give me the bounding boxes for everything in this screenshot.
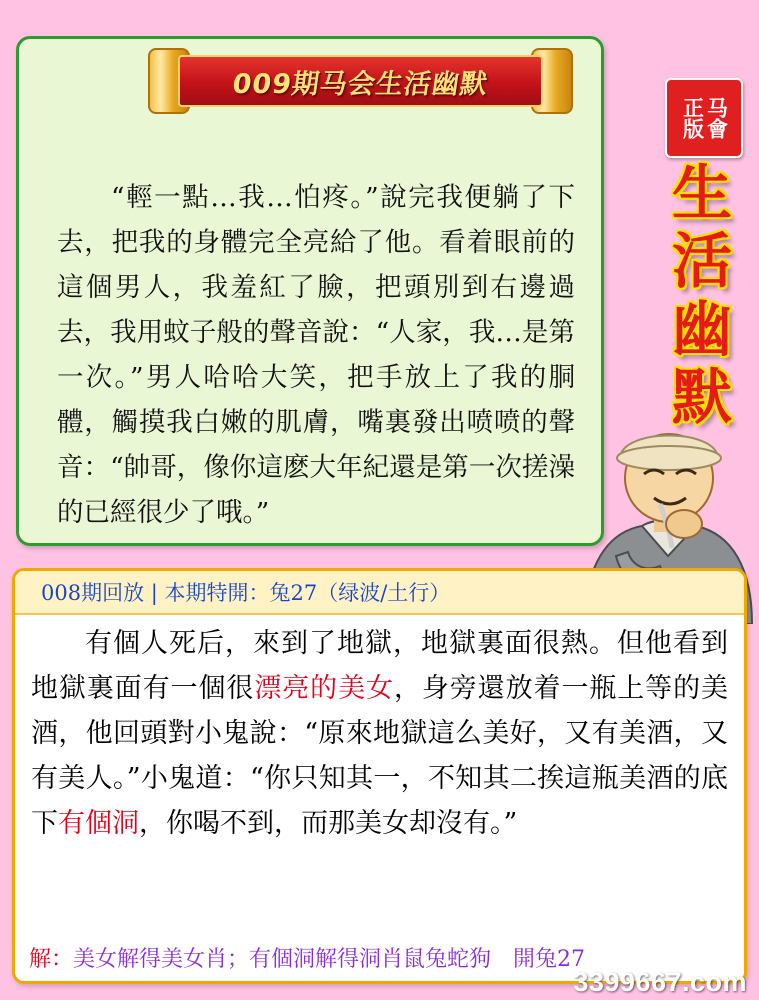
- answer-label: 解：: [29, 947, 74, 972]
- body-part-4-highlight: 有個洞: [58, 808, 139, 839]
- official-version-stamp: [665, 78, 743, 158]
- banner-title: 009期马会生活幽默: [230, 68, 490, 100]
- title-scroll-banner: [148, 48, 573, 114]
- vertical-title-char-1: 生: [672, 159, 732, 229]
- site-watermark: 3399667.com: [573, 967, 747, 997]
- previous-issue-body: [15, 615, 744, 846]
- top-joke-body: “輕一點…我…怕疼。”說完我便躺了下去，把我的身體完全亮給了他。看着眼前的這個男人，我羞紅了臉，把頭別到右邊過去，我用蚊子般的聲音說：“人家，我…是第一次。”男人哈哈大笑，把手放上了我的胴體，觸摸我白嫩的肌膚，嘴裏發出喷喷的聲音：“帥哥，像你這麽大年紀還是第一次搓澡的已經很少了哦。”: [57, 182, 575, 528]
- previous-issue-header: [15, 571, 744, 615]
- body-part-5: ，你喝不到，而那美女却沒有。”: [139, 808, 518, 839]
- banner-ribbon: [178, 55, 543, 107]
- previous-issue-header-text: 008期回放 | 本期特開：兔27（绿波/土行）: [41, 581, 451, 605]
- vertical-title-char-4: 默: [672, 363, 732, 433]
- previous-issue-card: [12, 568, 747, 984]
- stamp-text-left: 正版: [680, 97, 705, 139]
- answer-text: 美女解得美女肖；有個洞解得洞肖鼠兔蛇狗 開兔27: [73, 947, 586, 972]
- stamp-text-right: 马會: [704, 97, 729, 139]
- body-part-3: ，身旁還放着一瓶上等的美酒，他回頭對小鬼說：“原來地獄這么美好，又有美酒，又有美人。”小鬼道：“你只知其一，不知其二挨這瓶美酒的底下: [31, 673, 729, 839]
- body-part-1: 有個人死后，來到了地獄，地獄裏面很熱。但他看到地獄裏面有一個很: [31, 628, 728, 704]
- vertical-title-char-3: 幽: [672, 295, 732, 365]
- vertical-title: [659, 159, 745, 433]
- vertical-title-char-2: 活: [672, 227, 732, 297]
- body-part-2-highlight: 漂亮的美女: [254, 673, 394, 704]
